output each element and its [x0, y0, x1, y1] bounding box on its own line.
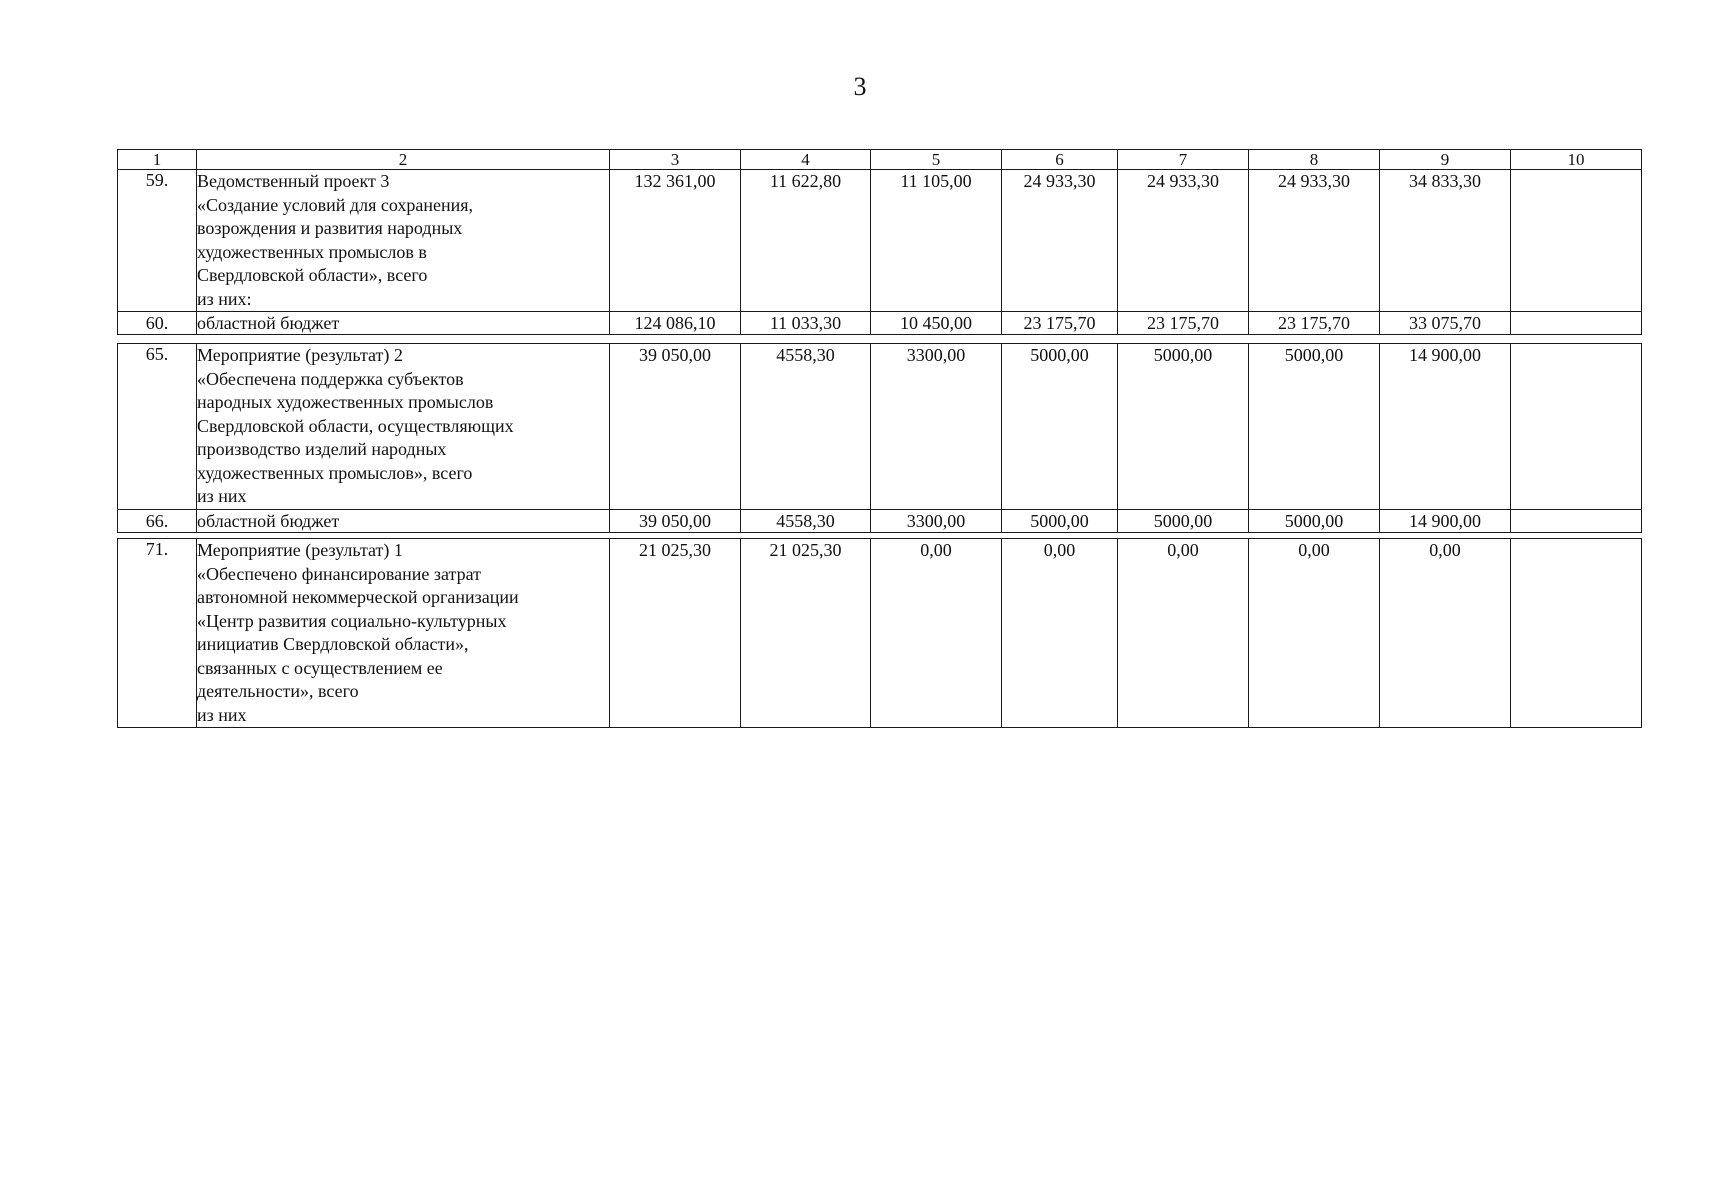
page-number: 3 — [853, 72, 867, 101]
row-description: областной бюджет — [197, 509, 610, 532]
value-cell: 132 361,00 — [610, 170, 741, 312]
value-cell: 0,00 — [1002, 539, 1118, 728]
column-number: 4 — [741, 150, 871, 170]
value-cell: 0,00 — [871, 539, 1002, 728]
value-cell: 21 025,30 — [741, 539, 871, 728]
value-cell: 5000,00 — [1249, 509, 1380, 532]
value-cell: 4558,30 — [741, 344, 871, 510]
row-description: Мероприятие (результат) 1 «Обеспечено финансирование затрат автономной некоммерческой организации «Центр развития социально-культурных инициатив Свердловской области», связанных с осуществлением ее деятельности», всего из них — [197, 539, 610, 728]
column-number: 8 — [1249, 150, 1380, 170]
row-number: 65. — [118, 344, 197, 510]
value-cell: 11 033,30 — [741, 312, 871, 335]
column-number: 9 — [1380, 150, 1511, 170]
value-cell: 11 622,80 — [741, 170, 871, 312]
value-cell: 5000,00 — [1118, 509, 1249, 532]
table-row — [118, 312, 1642, 335]
table-row — [118, 539, 1642, 728]
table-row — [118, 344, 1642, 510]
value-cell: 4558,30 — [741, 509, 871, 532]
value-cell: 39 050,00 — [610, 509, 741, 532]
table-row — [118, 170, 1642, 312]
value-cell: 23 175,70 — [1118, 312, 1249, 335]
value-cell: 24 933,30 — [1118, 170, 1249, 312]
row-number: 60. — [118, 312, 197, 335]
value-cell: 10 450,00 — [871, 312, 1002, 335]
row-description: Мероприятие (результат) 2 «Обеспечена поддержка субъектов народных художественных промыслов Свердловской области, осуществляющих производство изделий народных художественных промыслов», всего из них — [197, 344, 610, 510]
value-cell — [1511, 170, 1642, 312]
row-number: 71. — [118, 539, 197, 728]
value-cell: 24 933,30 — [1002, 170, 1118, 312]
value-cell: 3300,00 — [871, 344, 1002, 510]
row-description: Ведомственный проект 3 «Создание условий для сохранения, возрождения и развития народных художественных промыслов в Свердловской области», всего из них: — [197, 170, 610, 312]
value-cell: 124 086,10 — [610, 312, 741, 335]
column-number: 1 — [118, 150, 197, 170]
value-cell: 21 025,30 — [610, 539, 741, 728]
value-cell: 5000,00 — [1002, 344, 1118, 510]
value-cell — [1511, 509, 1642, 532]
value-cell: 5000,00 — [1249, 344, 1380, 510]
column-number: 5 — [871, 150, 1002, 170]
column-number: 7 — [1118, 150, 1249, 170]
value-cell: 11 105,00 — [871, 170, 1002, 312]
value-cell: 0,00 — [1380, 539, 1511, 728]
budget-table-block-3 — [117, 538, 1642, 728]
column-number-row — [118, 150, 1642, 170]
value-cell: 0,00 — [1249, 539, 1380, 728]
table-row — [118, 509, 1642, 532]
budget-table-block-1 — [117, 149, 1642, 335]
column-number: 10 — [1511, 150, 1642, 170]
value-cell: 5000,00 — [1002, 509, 1118, 532]
value-cell: 5000,00 — [1118, 344, 1249, 510]
row-description: областной бюджет — [197, 312, 610, 335]
value-cell: 14 900,00 — [1380, 509, 1511, 532]
value-cell: 14 900,00 — [1380, 344, 1511, 510]
value-cell — [1511, 539, 1642, 728]
value-cell — [1511, 344, 1642, 510]
value-cell — [1511, 312, 1642, 335]
column-number: 2 — [197, 150, 610, 170]
value-cell: 33 075,70 — [1380, 312, 1511, 335]
value-cell: 23 175,70 — [1249, 312, 1380, 335]
value-cell: 24 933,30 — [1249, 170, 1380, 312]
budget-table-block-2 — [117, 343, 1642, 533]
row-number: 66. — [118, 509, 197, 532]
value-cell: 39 050,00 — [610, 344, 741, 510]
value-cell: 0,00 — [1118, 539, 1249, 728]
value-cell: 34 833,30 — [1380, 170, 1511, 312]
row-number: 59. — [118, 170, 197, 312]
value-cell: 23 175,70 — [1002, 312, 1118, 335]
value-cell: 3300,00 — [871, 509, 1002, 532]
column-number: 3 — [610, 150, 741, 170]
column-number: 6 — [1002, 150, 1118, 170]
